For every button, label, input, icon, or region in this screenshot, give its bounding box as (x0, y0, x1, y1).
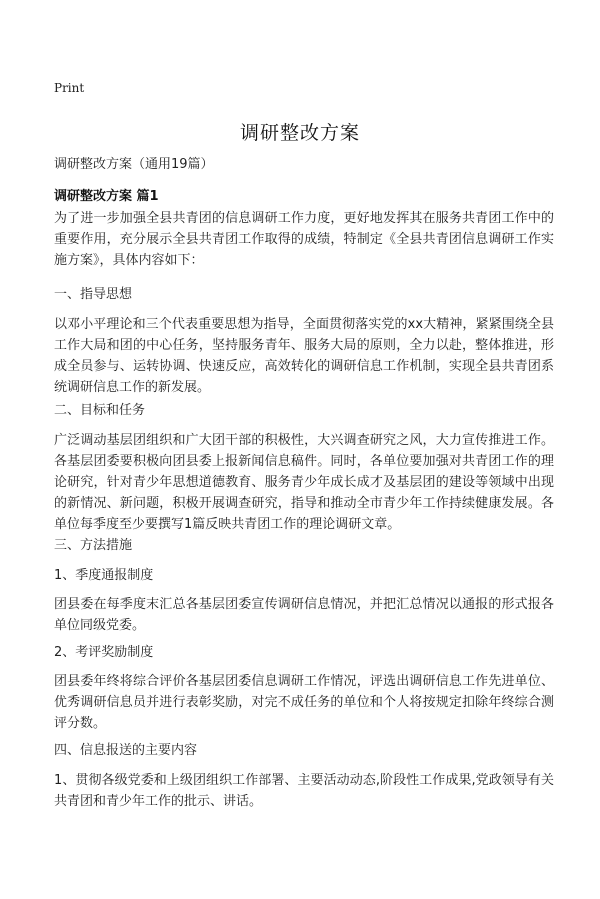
heading-guiding-ideology: 一、指导思想 (54, 287, 133, 302)
heading-goals-tasks: 二、目标和任务 (54, 403, 146, 418)
paragraph-goals-tasks: 广泛调动基层团组织和广大团干部的积极性，大兴调查研究之风，大力宣传推进工作。各基层团委要积极向团县委上报新闻信息稿件。同时，各单位要加强对共青团工作的理论研究，针对青少年思想道德教育、服务青少年成长成才及基层团的建设等领域中出现的新情况、新问题，积极开展调查研究，指导和推动全市青少年工作持续健康发展。各单位每季度至少要撰写1篇反映共青团工作的理论调研文章。 (54, 433, 554, 532)
paragraph-evaluation-reward: 团县委年终将综合评价各基层团委信息调研工作情况，评选出调研信息工作先进单位、优秀调研信息员并进行表彰奖励，对完不成任务的单位和个人将按规定扣除年终综合测评分数。 (54, 674, 554, 731)
heading-quarterly-report: 1、季度通报制度 (54, 568, 154, 583)
intro-paragraph: 为了进一步加强全县共青团的信息调研工作力度，更好地发挥其在服务共青团工作中的重要作用，充分展示全县共青团工作取得的成绩，特制定《全县共青团信息调研工作实施方案》，具体内容如下： (54, 211, 554, 268)
heading-evaluation-reward: 2、考评奖励制度 (54, 645, 154, 660)
heading-methods: 三、方法措施 (54, 538, 133, 553)
print-label[interactable]: Print (54, 81, 85, 95)
paragraph-quarterly-report: 团县委在每季度末汇总各基层团委宣传调研信息情况，并把汇总情况以通报的形式报各单位同级党委。 (54, 597, 554, 633)
heading-report-content: 四、信息报送的主要内容 (54, 743, 198, 758)
section-heading: 调研整改方案 篇1 (54, 189, 159, 204)
paragraph-guiding-ideology: 以邓小平理论和三个代表重要思想为指导，全面贯彻落实党的xx大精神，紧紧围绕全县工作大局和团的中心任务，坚持服务青年、服务大局的原则，全力以赴，整体推进，形成全员参与、运转协调、快速反应，高效转化的调研信息工作机制，实现全县共青团系统调研信息工作的新发展。 (54, 317, 554, 395)
document-subtitle: 调研整改方案（通用19篇） (54, 157, 214, 172)
page-title: 调研整改方案 (239, 122, 360, 144)
paragraph-report-content-1: 1、贯彻各级党委和上级团组织工作部署、主要活动动态,阶段性工作成果,党政领导有关共青团和青少年工作的批示、讲话。 (54, 773, 554, 809)
